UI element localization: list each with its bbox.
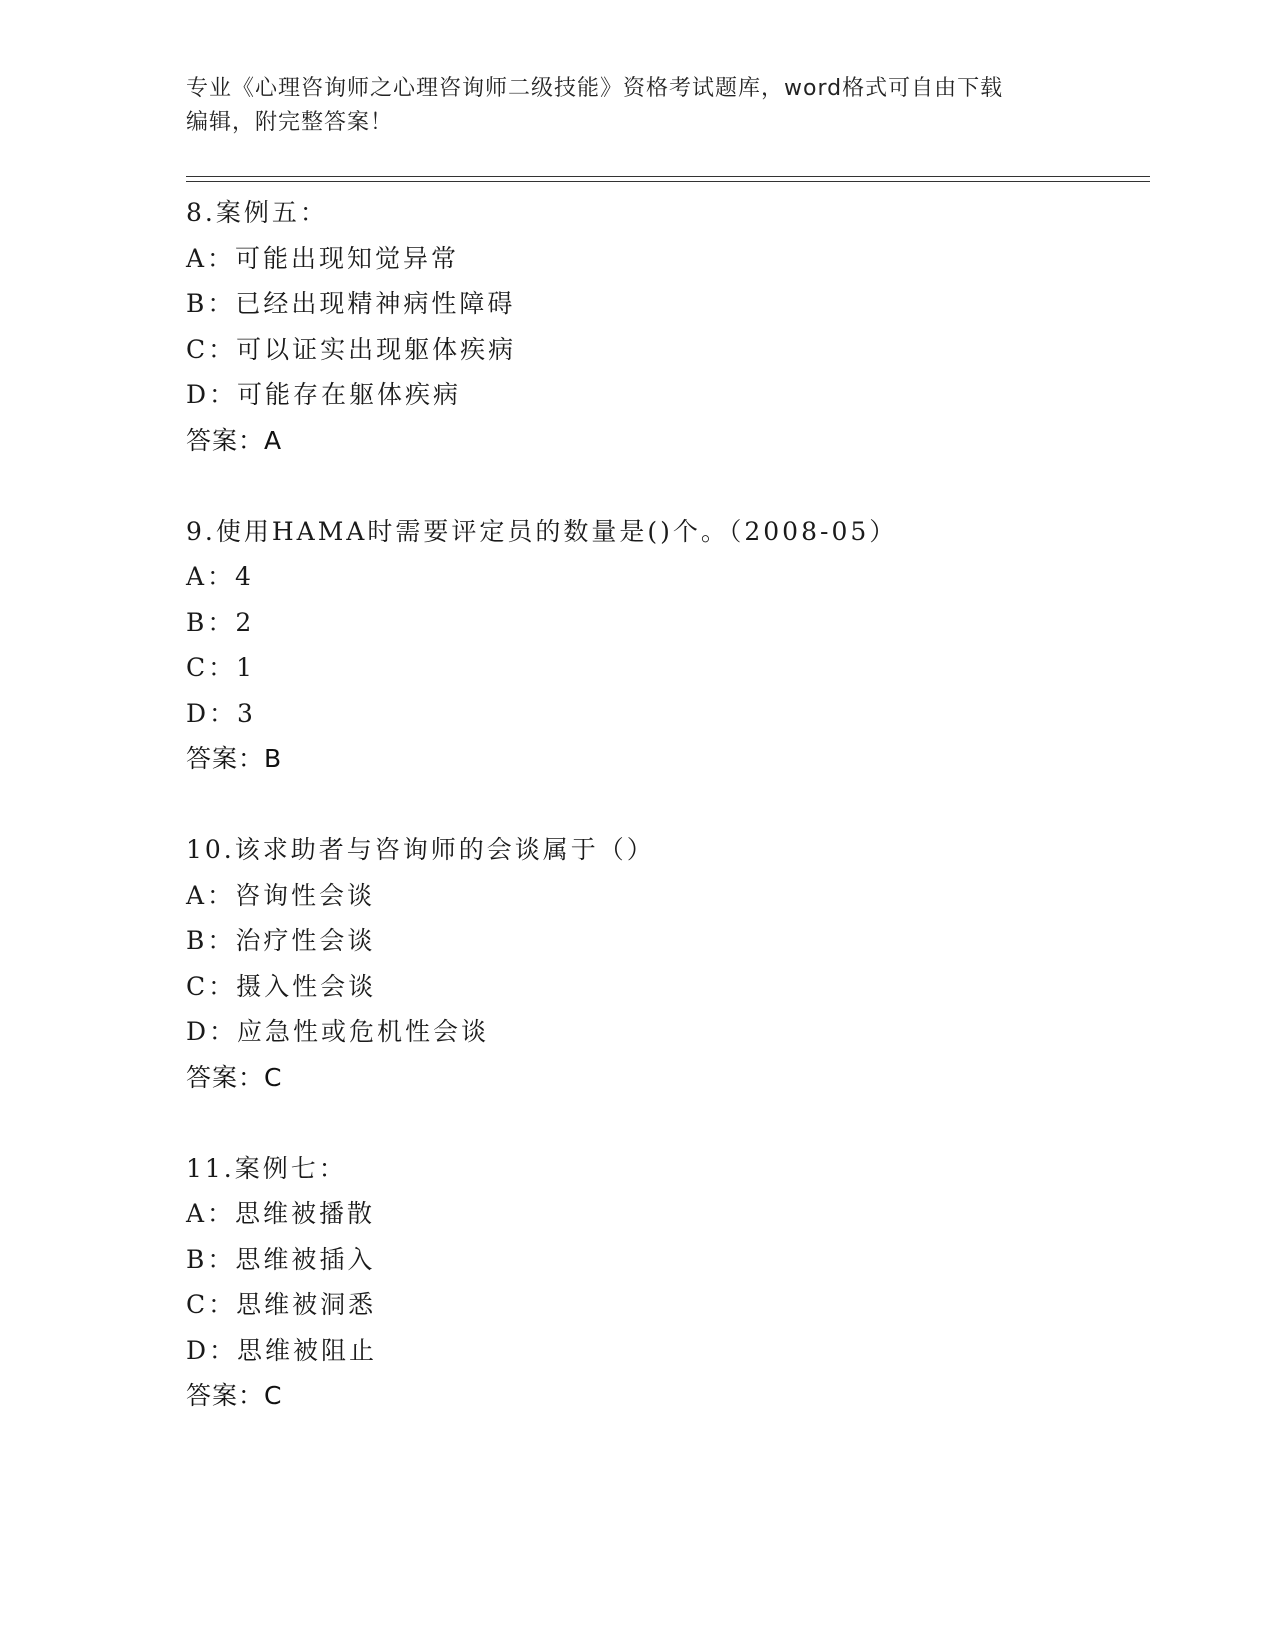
- option-d: D：3: [186, 698, 256, 728]
- question-spacer: [186, 463, 1146, 509]
- document-header: [186, 72, 1086, 140]
- option-c: C：思维被洞悉: [186, 1290, 377, 1319]
- question-title: 10.该求助者与咨询师的会谈属于（）: [186, 835, 655, 864]
- option-b: B：治疗性会谈: [186, 926, 376, 955]
- question-title: 9.使用HAMA时需要评定员的数量是()个。（2008-05）: [186, 516, 898, 546]
- option-d: D：应急性或危机性会谈: [186, 1017, 490, 1046]
- header-line-1: 专业《心理咨询师之心理咨询师二级技能》资格考试题库，word格式可自由下载: [186, 76, 1004, 101]
- answer-line: 答案：C: [186, 1062, 283, 1092]
- header-divider-bottom: [186, 181, 1150, 182]
- question-10: [186, 827, 1146, 1146]
- answer-line: 答案：B: [186, 744, 283, 773]
- question-title: 11.案例七：: [186, 1153, 347, 1183]
- question-title: 8.案例五：: [186, 198, 328, 227]
- question-spacer: [186, 782, 1146, 828]
- option-d: D：可能存在躯体疾病: [186, 380, 462, 409]
- option-a: A：4: [186, 562, 254, 591]
- option-a: A：可能出现知觉异常: [186, 243, 460, 273]
- option-c: C：1: [186, 653, 256, 682]
- question-8: [186, 190, 1146, 509]
- question-spacer: [186, 1100, 1146, 1146]
- option-a: A：思维被播散: [186, 1199, 376, 1228]
- option-b: B：2: [186, 607, 255, 637]
- question-11: [186, 1146, 1146, 1419]
- answer-line: 答案：A: [186, 425, 283, 455]
- question-9: [186, 509, 1146, 828]
- option-c: C：可以证实出现躯体疾病: [186, 334, 517, 364]
- header-divider-top: [186, 176, 1150, 177]
- option-d: D：思维被阻止: [186, 1335, 378, 1365]
- header-line-2: 编辑，附完整答案！: [186, 110, 394, 135]
- question-list: [186, 190, 1146, 1419]
- option-a: A：咨询性会谈: [186, 880, 376, 910]
- option-b: B：思维被插入: [186, 1244, 376, 1274]
- answer-line: 答案：C: [186, 1381, 283, 1410]
- option-c: C：摄入性会谈: [186, 971, 377, 1001]
- option-b: B：已经出现精神病性障碍: [186, 289, 516, 318]
